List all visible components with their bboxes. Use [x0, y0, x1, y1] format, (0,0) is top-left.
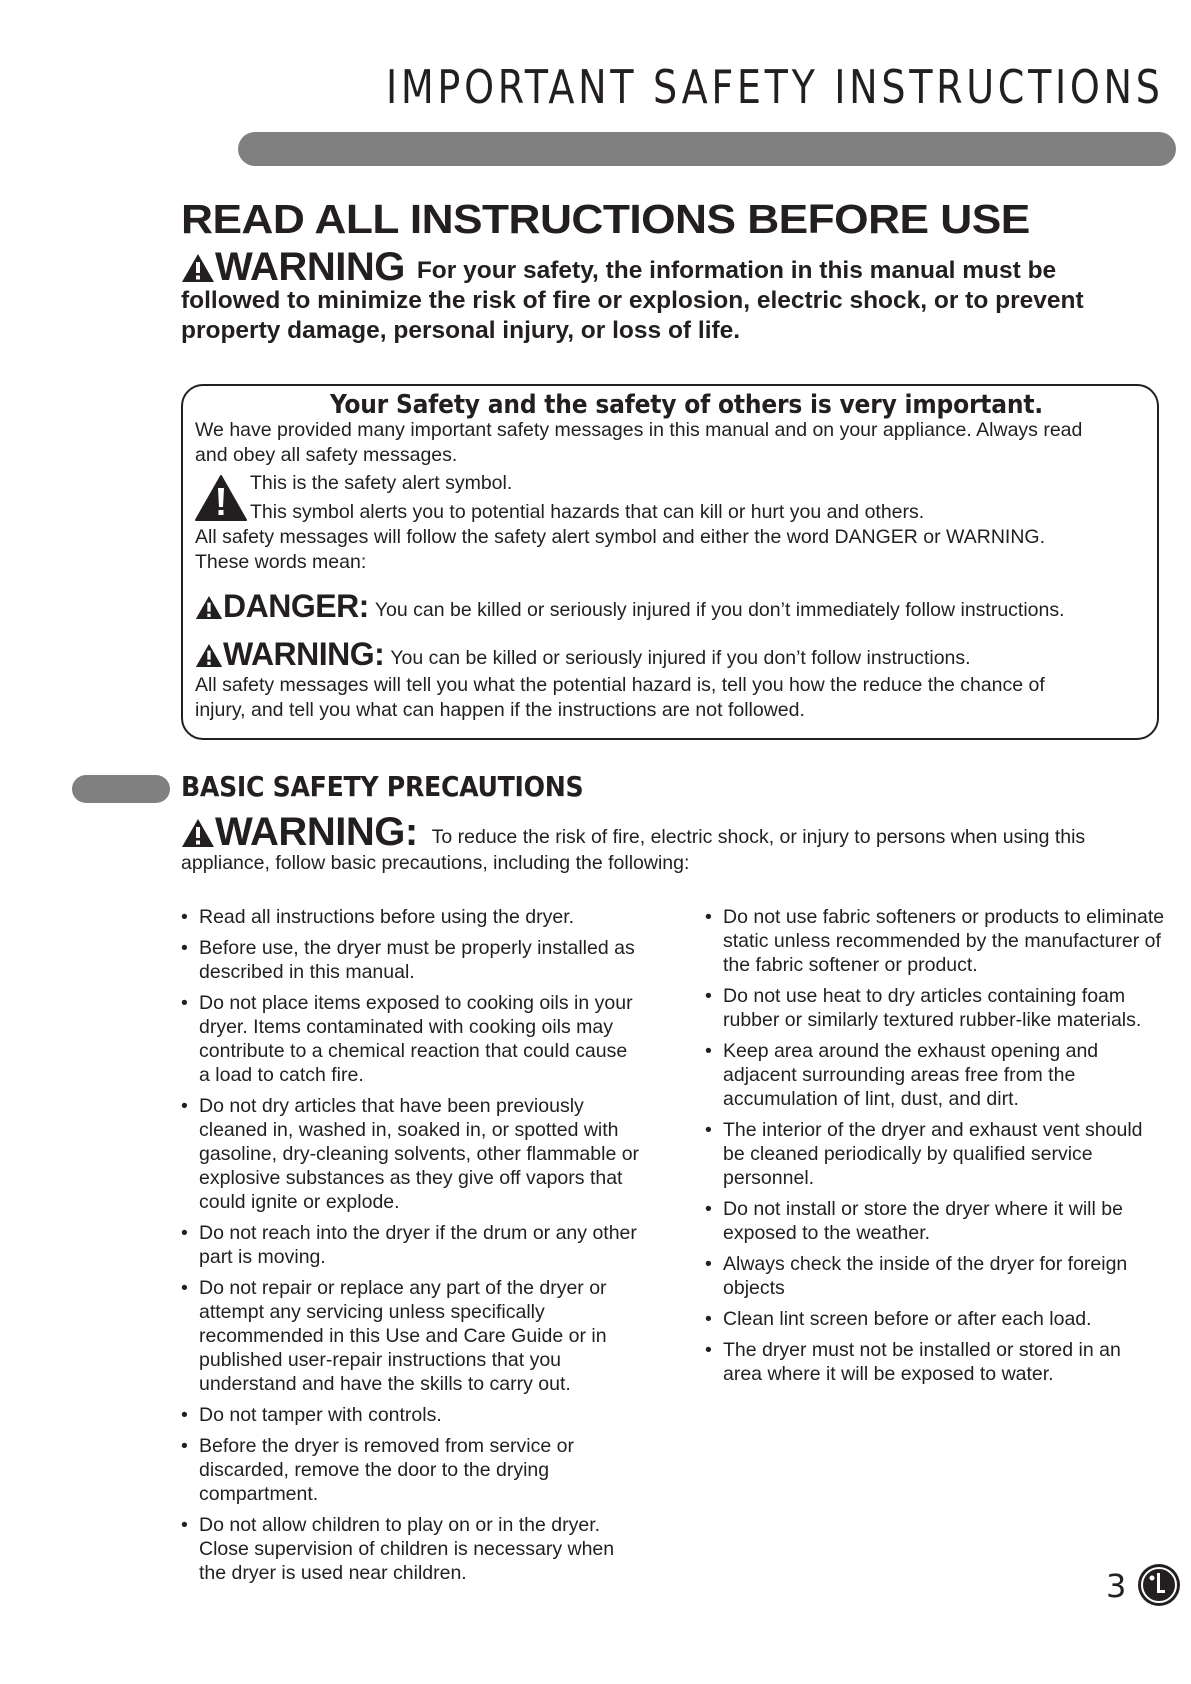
- list-item: • Do not repair or replace any part of the dryer or attempt any servicing unless specifically recommended in this Use and Care Guide or in published user-repair instructions that you understand and have the skills to carry out.: [181, 1276, 641, 1396]
- safety-box-para3: [195, 673, 1145, 723]
- safety-box-para2: [195, 525, 1145, 575]
- safety-alert-symbol-icon: [194, 474, 248, 522]
- left-precautions-list: [181, 905, 641, 1592]
- lg-logo-icon: [1136, 1562, 1182, 1608]
- basic-warning-text-2: appliance, follow basic precautions, including the following:: [181, 852, 690, 874]
- list-item: • Before the dryer is removed from service or discarded, remove the door to the drying compartment.: [181, 1434, 641, 1506]
- list-item: • Do not allow children to play on or in the dryer. Close supervision of children is necessary when the dryer is used near children.: [181, 1513, 641, 1585]
- alert-triangle-icon: [181, 818, 215, 848]
- intro-warning-text-3: property damage, personal injury, or loss of life.: [181, 317, 741, 344]
- list-item: • Clean lint screen before or after each load.: [705, 1307, 1165, 1331]
- list-item: • Always check the inside of the dryer for foreign objects: [705, 1252, 1165, 1300]
- list-item: • Keep area around the exhaust opening and adjacent surrounding areas free from the accumulation of lint, dust, and dirt.: [705, 1039, 1165, 1111]
- para2-line2: These words mean:: [195, 551, 367, 573]
- list-item: • Do not use heat to dry articles containing foam rubber or similarly textured rubber-like materials.: [705, 984, 1165, 1032]
- danger-label: DANGER:: [195, 588, 369, 624]
- basic-warning-label: WARNING:: [181, 810, 418, 854]
- section-marker: [72, 775, 170, 803]
- alert-triangle-icon: [195, 643, 223, 668]
- page-number: 3: [1106, 1567, 1127, 1605]
- list-item: • Do not dry articles that have been previously cleaned in, washed in, soaked in, or spotted with gasoline, dry-cleaning solvents, other flammable or explosive substances as they give off vapors that could ignite or explode.: [181, 1094, 641, 1214]
- section-title: BASIC SAFETY PRECAUTIONS: [181, 770, 584, 803]
- list-item: • Read all instructions before using the dryer.: [181, 905, 641, 929]
- title-bar: [238, 132, 1176, 166]
- list-item: • Do not reach into the dryer if the drum or any other part is moving.: [181, 1221, 641, 1269]
- para1-line1: We have provided many important safety messages in this manual and on your appliance. Always read: [195, 419, 1083, 441]
- basic-warning: [181, 810, 1161, 876]
- warning-label: WARNING:: [195, 636, 384, 672]
- intro-warning-text-1: For your safety, the information in this manual must be: [416, 257, 1057, 284]
- alert-triangle-icon: [181, 253, 215, 283]
- read-all-heading: READ ALL INSTRUCTIONS BEFORE USE: [181, 196, 1030, 242]
- list-item: • The interior of the dryer and exhaust vent should be cleaned periodically by qualified service personnel.: [705, 1118, 1165, 1190]
- para1-line2: and obey all safety messages.: [195, 444, 458, 466]
- para3-line2: injury, and tell you what can happen if the instructions are not followed.: [195, 699, 805, 721]
- safety-box-para1: [195, 418, 1145, 468]
- symbol-line1: This is the safety alert symbol.: [250, 472, 513, 494]
- list-item: • Do not place items exposed to cooking oils in your dryer. Items contaminated with cooking oils may contribute to a chemical reaction that could cause a load to catch fire.: [181, 991, 641, 1087]
- intro-warning-label: WARNING: [181, 245, 405, 289]
- alert-triangle-icon: [195, 595, 223, 620]
- list-item: • Before use, the dryer must be properly installed as described in this manual.: [181, 936, 641, 984]
- para2-line1: All safety messages will follow the safety alert symbol and either the word DANGER or WARNING.: [195, 526, 1045, 548]
- lg-logo-text: LG: [1159, 1606, 1161, 1607]
- symbol-line2: This symbol alerts you to potential hazards that can kill or hurt you and others.: [250, 501, 925, 523]
- para3-line1: All safety messages will tell you what the potential hazard is, tell you how the reduce the chance of: [195, 674, 1045, 696]
- danger-line: [195, 588, 1065, 625]
- warning-text: You can be killed or seriously injured if you don’t follow instructions.: [390, 647, 971, 669]
- list-item: • Do not tamper with controls.: [181, 1403, 641, 1427]
- page-title: IMPORTANT SAFETY INSTRUCTIONS: [386, 60, 1164, 114]
- list-item: • Do not use fabric softeners or products to eliminate static unless recommended by the manufacturer of the fabric softener or product.: [705, 905, 1165, 977]
- intro-warning: [181, 245, 1101, 346]
- basic-warning-text-1: To reduce the risk of fire, electric shock, or injury to persons when using this: [431, 826, 1086, 848]
- right-precautions-list: [705, 905, 1165, 1393]
- safety-box-title: Your Safety and the safety of others is very important.: [330, 390, 1043, 420]
- intro-warning-text-2: followed to minimize the risk of fire or explosion, electric shock, or to prevent: [181, 287, 1084, 314]
- danger-text: You can be killed or seriously injured if you don’t immediately follow instructions.: [374, 599, 1065, 621]
- warning-line: [195, 636, 971, 673]
- list-item: • Do not install or store the dryer where it will be exposed to the weather.: [705, 1197, 1165, 1245]
- list-item: • The dryer must not be installed or stored in an area where it will be exposed to water.: [705, 1338, 1165, 1386]
